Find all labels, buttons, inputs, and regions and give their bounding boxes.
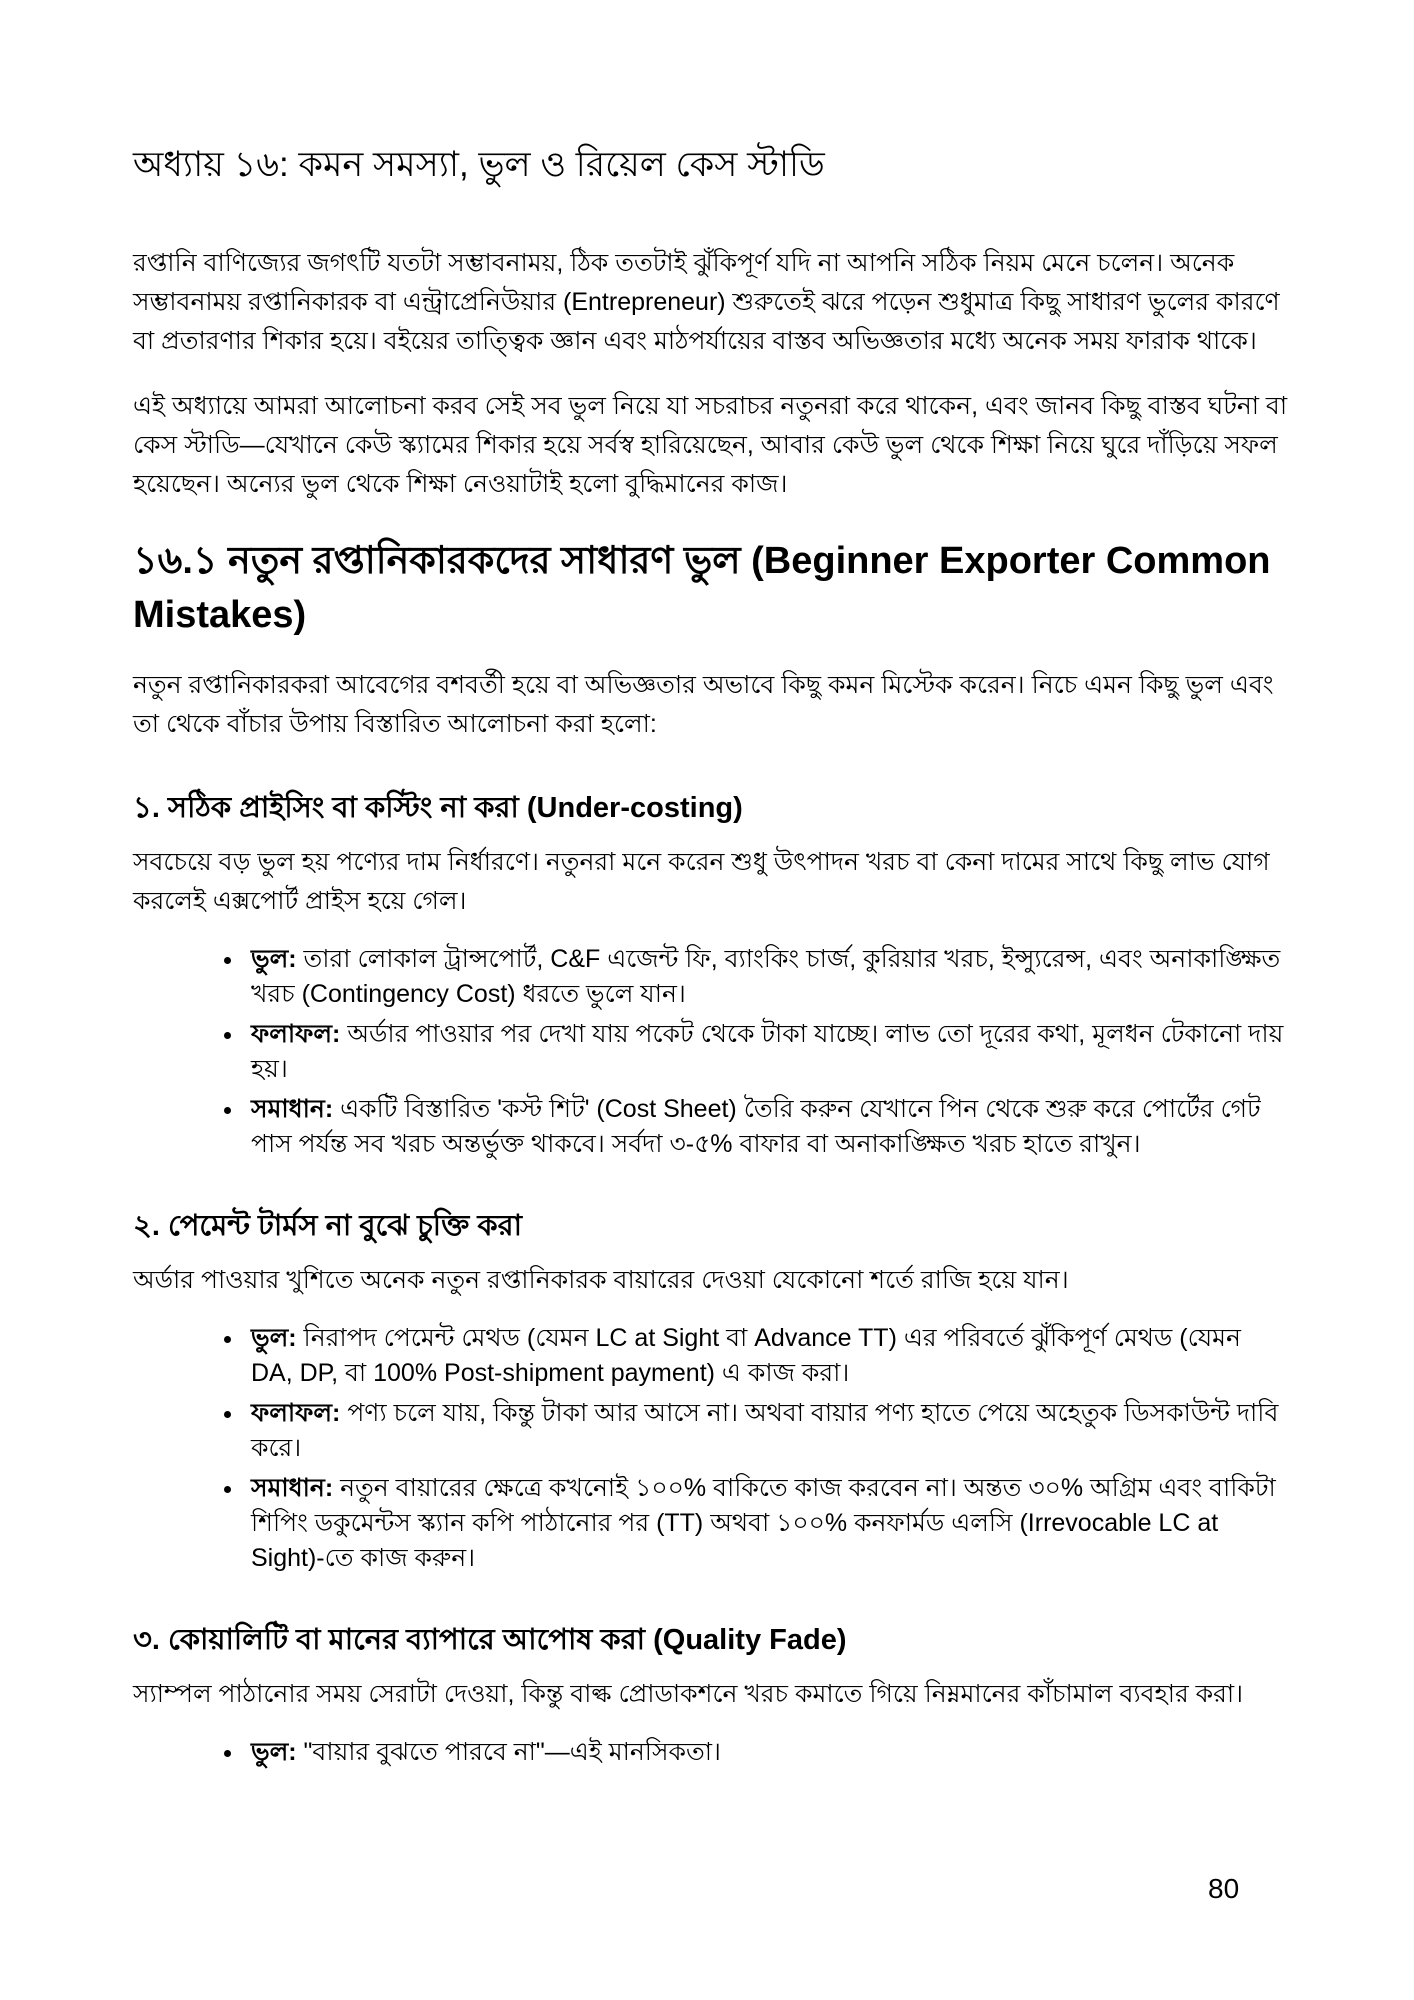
bullet-label: ফলাফল: bbox=[251, 1399, 341, 1427]
bullet-item bbox=[245, 1321, 1288, 1391]
subsection-2-paragraph: অর্ডার পাওয়ার খুশিতে অনেক নতুন রপ্তানিকারক বায়ারের দেওয়া যেকোনো শর্তে রাজি হয়ে যান। bbox=[133, 1266, 1069, 1294]
bullet-label: ফলাফল: bbox=[251, 1020, 341, 1048]
page-content bbox=[133, 0, 1288, 1770]
bullet-text: একটি বিস্তারিত 'কস্ট শিট' (Cost Sheet) তৈরি করুন যেখানে পিন থেকে শুরু করে পোর্টের গেট পাস পর্যন্ত সব খরচ অন্তর্ভুক্ত থাকবে। সর্বদা ৩-৫% বাফার বা অনাকাঙ্ক্ষিত খরচ হাতে রাখুন। bbox=[251, 1095, 1261, 1158]
subsection-1-heading: ১. সঠিক প্রাইসিং বা কস্টিং না করা (Under-costing) bbox=[133, 792, 743, 824]
bullet-text: "বায়ার বুঝতে পারবে না"—এই মানসিকতা। bbox=[303, 1738, 721, 1766]
intro-paragraph-1: রপ্তানি বাণিজ্যের জগৎটি যতটা সম্ভাবনাময়, ঠিক ততটাই ঝুঁকিপূর্ণ যদি না আপনি সঠিক নিয়ম মেনে চলেন। অনেক সম্ভাবনাময় রপ্তানিকারক বা এন্ট্রাপ্রেনিউয়ার (Entrepreneur) শুরুতেই ঝরে পড়েন শুধুমাত্র কিছু সাধারণ ভুলের কারণে বা প্রতারণার শিকার হয়ে। বইয়ের তাত্ত্বিক জ্ঞান এবং মাঠপর্যায়ের বাস্তব অভিজ্ঞতার মধ্যে অনেক সময় ফারাক থাকে। bbox=[133, 249, 1280, 355]
bullet-item bbox=[245, 1396, 1288, 1466]
page-number: 80 bbox=[1208, 1873, 1240, 1904]
bullet-item bbox=[245, 1092, 1288, 1162]
bullet-text: নতুন বায়ারের ক্ষেত্রে কখনোই ১০০% বাকিতে কাজ করবেন না। অন্তত ৩০% অগ্রিম এবং বাকিটা শিপিং ডকুমেন্টস স্ক্যান কপি পাঠানোর পর (TT) অথবা ১০০% কনফার্মড এলসি (Irrevocable LC at Sight)-তে কাজ করুন। bbox=[251, 1474, 1276, 1572]
bullet-text: অর্ডার পাওয়ার পর দেখা যায় পকেট থেকে টাকা যাচ্ছে। লাভ তো দূরের কথা, মূলধন টেকানো দায় হয়। bbox=[251, 1020, 1284, 1083]
subsection-2-bullet-list bbox=[133, 1321, 1288, 1576]
bullet-text: নিরাপদ পেমেন্ট মেথড (যেমন LC at Sight বা Advance TT) এর পরিবর্তে ঝুঁকিপূর্ণ মেথড (যেমন DA, DP, বা 100% Post-shipment payment) এ কাজ করা। bbox=[251, 1324, 1241, 1387]
section-heading: ১৬.১ নতুন রপ্তানিকারকদের সাধারণ ভুল (Beginner Exporter Common Mistakes) bbox=[133, 540, 1271, 636]
bullet-text: তারা লোকাল ট্রান্সপোর্ট, C&F এজেন্ট ফি, ব্যাংকিং চার্জ, কুরিয়ার খরচ, ইন্স্যুরেন্স, এবং অনাকাঙ্ক্ষিত খরচ (Contingency Cost) ধরতে ভুলে যান। bbox=[251, 945, 1281, 1008]
subsection-3-heading: ৩. কোয়ালিটি বা মানের ব্যাপারে আপোষ করা (Quality Fade) bbox=[133, 1624, 847, 1656]
bullet-label: ভুল: bbox=[251, 1738, 297, 1766]
intro-paragraph-2: এই অধ্যায়ে আমরা আলোচনা করব সেই সব ভুল নিয়ে যা সচরাচর নতুনরা করে থাকেন, এবং জানব কিছু বাস্তব ঘটনা বা কেস স্টাডি—যেখানে কেউ স্ক্যামের শিকার হয়ে সর্বস্ব হারিয়েছেন, আবার কেউ ভুল থেকে শিক্ষা নিয়ে ঘুরে দাঁড়িয়ে সফল হয়েছেন। অন্যের ভুল থেকে শিক্ষা নেওয়াটাই হলো বুদ্ধিমানের কাজ। bbox=[133, 392, 1288, 498]
subsection-1-paragraph: সবচেয়ে বড় ভুল হয় পণ্যের দাম নির্ধারণে। নতুনরা মনে করেন শুধু উৎপাদন খরচ বা কেনা দামের সাথে কিছু লাভ যোগ করলেই এক্সপোর্ট প্রাইস হয়ে গেল। bbox=[133, 848, 1270, 915]
subsection-3-paragraph: স্যাম্পল পাঠানোর সময় সেরাটা দেওয়া, কিন্তু বাল্ক প্রোডাকশনে খরচ কমাতে গিয়ে নিম্নমানের কাঁচামাল ব্যবহার করা। bbox=[133, 1680, 1244, 1708]
section-intro-paragraph: নতুন রপ্তানিকারকরা আবেগের বশবর্তী হয়ে বা অভিজ্ঞতার অভাবে কিছু কমন মিস্টেক করেন। নিচে এমন কিছু ভুল এবং তা থেকে বাঁচার উপায় বিস্তারিত আলোচনা করা হলো: bbox=[133, 671, 1274, 738]
chapter-heading: অধ্যায় ১৬: কমন সমস্যা, ভুল ও রিয়েল কেস স্টাডি bbox=[133, 145, 825, 184]
bullet-label: ভুল: bbox=[251, 945, 297, 973]
bullet-label: সমাধান: bbox=[251, 1095, 334, 1123]
subsection-3-bullet-list bbox=[133, 1735, 1288, 1770]
bullet-item bbox=[245, 942, 1288, 1012]
bullet-label: সমাধান: bbox=[251, 1474, 334, 1502]
bullet-item bbox=[245, 1735, 1288, 1770]
bullet-label: ভুল: bbox=[251, 1324, 297, 1352]
bullet-item bbox=[245, 1471, 1288, 1576]
bullet-text: পণ্য চলে যায়, কিন্তু টাকা আর আসে না। অথবা বায়ার পণ্য হাতে পেয়ে অহেতুক ডিসকাউন্ট দাবি করে। bbox=[251, 1399, 1279, 1462]
bullet-item bbox=[245, 1017, 1288, 1087]
subsection-2-heading: ২. পেমেন্ট টার্মস না বুঝে চুক্তি করা bbox=[133, 1210, 522, 1242]
subsection-1-bullet-list bbox=[133, 942, 1288, 1162]
